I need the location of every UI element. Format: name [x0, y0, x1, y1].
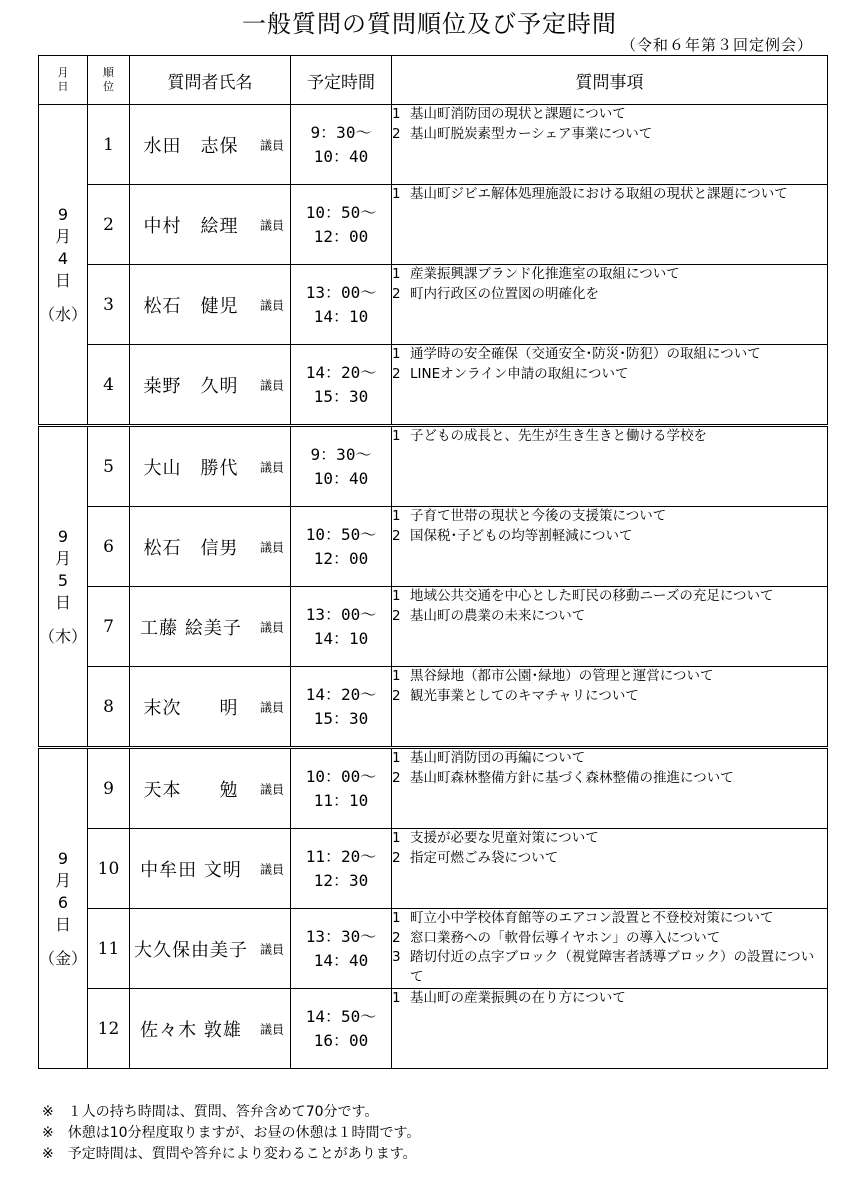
start-time: 10：50～	[305, 524, 377, 544]
question-text: 国保税･子どもの均等割軽減について	[410, 527, 633, 544]
rank-cell: 7	[88, 587, 130, 667]
name-suffix: 議員	[259, 782, 284, 796]
question-item	[392, 345, 827, 365]
question-number: 2	[392, 527, 401, 544]
question-number: 3	[392, 949, 401, 965]
questioner-name: 中牟田 文明	[140, 859, 242, 881]
start-time: 14：20～	[305, 362, 377, 382]
question-text: 地域公共交通を中心とした町民の移動ニーズの充足について	[410, 588, 774, 604]
questioner-name: 松石 健児	[143, 295, 239, 317]
end-time: 15：30	[313, 708, 369, 728]
question-number: 1	[392, 910, 401, 926]
question-item	[392, 365, 827, 385]
name-cell	[130, 345, 291, 426]
time-cell	[291, 587, 392, 667]
start-time: 10：00～	[305, 766, 377, 786]
name-suffix: 議員	[259, 378, 284, 392]
end-time: 11：10	[313, 790, 369, 810]
items-cell	[392, 587, 828, 667]
date-cell	[39, 105, 88, 426]
start-time: 14：20～	[305, 684, 377, 704]
question-item	[392, 185, 827, 205]
rank-cell: 11	[88, 909, 130, 989]
name-suffix: 議員	[259, 862, 284, 876]
question-item	[392, 929, 827, 949]
header-rank-label: 順 位	[103, 66, 114, 93]
question-text: 黒谷緑地（都市公園･緑地）の管理と運営について	[410, 668, 714, 684]
name-suffix: 議員	[259, 620, 284, 634]
date-label: 9 月 6 日	[54, 848, 71, 934]
end-time: 12：30	[313, 870, 369, 890]
name-suffix: 議員	[259, 218, 284, 232]
items-cell	[392, 185, 828, 265]
questioner-name: 大山 勝代	[143, 457, 239, 479]
table-row	[39, 989, 828, 1069]
document-title: 一般質問の質問順位及び予定時間	[242, 10, 617, 38]
items-cell	[392, 426, 828, 507]
question-number: 2	[392, 849, 401, 866]
note-item: ※ １人の持ち時間は、質問、答弁含めて70分です。	[42, 1104, 379, 1120]
name-suffix: 議員	[259, 1022, 284, 1036]
header-time: 予定時間	[291, 56, 392, 105]
questioner-name: 桒野 久明	[143, 375, 239, 397]
question-number: 1	[392, 266, 401, 282]
date-cell	[39, 426, 88, 748]
time-cell	[291, 829, 392, 909]
start-time: 10：50～	[305, 202, 377, 222]
rank-cell: 6	[88, 507, 130, 587]
question-number: 2	[392, 285, 401, 302]
end-time: 10：40	[313, 468, 369, 488]
start-time: 11：20～	[305, 846, 377, 866]
end-time: 12：00	[313, 226, 369, 246]
table-row	[39, 909, 828, 989]
table-row	[39, 507, 828, 587]
question-text: 町立小中学校体育館等のエアコン設置と不登校対策について	[410, 910, 774, 926]
items-cell	[392, 345, 828, 426]
question-text: 指定可燃ごみ袋について	[410, 849, 559, 866]
question-number: 1	[392, 186, 401, 202]
question-text: 町内行政区の位置図の明確化を	[410, 285, 599, 302]
question-text: 基山町の産業振興の在り方について	[410, 990, 626, 1006]
table-row	[39, 105, 828, 185]
name-suffix: 議員	[259, 298, 284, 312]
end-time: 14：10	[313, 628, 369, 648]
table-row	[39, 345, 828, 426]
start-time: 13：30～	[305, 926, 377, 946]
question-item	[392, 125, 827, 145]
question-text: 基山町消防団の再編について	[410, 750, 586, 766]
rank-cell: 1	[88, 105, 130, 185]
name-cell	[130, 909, 291, 989]
question-text: 通学時の安全確保（交通安全･防災･防犯）の取組について	[410, 346, 761, 362]
questioner-name: 大久保由美子	[134, 939, 248, 961]
question-item	[392, 527, 827, 547]
question-text: 基山町の農業の未来について	[410, 607, 586, 624]
question-item	[392, 829, 827, 849]
table-row	[39, 748, 828, 829]
header-items: 質問事項	[392, 56, 828, 105]
date-label: 9 月 5 日	[54, 526, 71, 612]
name-suffix: 議員	[259, 138, 284, 152]
rank-cell: 3	[88, 265, 130, 345]
question-text: LINEオンライン申請の取組について	[410, 365, 629, 382]
header-row	[39, 56, 828, 105]
question-number: 1	[392, 346, 401, 362]
table-row	[39, 426, 828, 507]
question-item	[392, 989, 827, 1009]
rank-cell: 9	[88, 748, 130, 829]
name-cell	[130, 185, 291, 265]
name-suffix: 議員	[259, 700, 284, 714]
weekday-label: （金）	[39, 948, 88, 968]
rank-cell: 2	[88, 185, 130, 265]
questioner-name: 佐々木 敦雄	[140, 1019, 242, 1041]
question-number: 1	[392, 990, 401, 1006]
time-cell	[291, 105, 392, 185]
question-number: 1	[392, 750, 401, 766]
question-item	[392, 849, 827, 869]
rank-cell: 4	[88, 345, 130, 426]
name-cell	[130, 748, 291, 829]
table-row	[39, 265, 828, 345]
question-number: 1	[392, 428, 401, 444]
time-cell	[291, 909, 392, 989]
time-cell	[291, 345, 392, 426]
name-suffix: 議員	[259, 460, 284, 474]
question-item	[392, 687, 827, 707]
questioner-name: 天本 勉	[143, 779, 239, 801]
rank-cell: 12	[88, 989, 130, 1069]
document-subtitle: （令和６年第３回定例会）	[620, 36, 813, 54]
items-cell	[392, 105, 828, 185]
time-cell	[291, 989, 392, 1069]
question-text: 基山町脱炭素型カーシェア事業について	[410, 125, 653, 142]
question-text: 基山町森林整備方針に基づく森林整備の推進について	[410, 769, 734, 786]
time-cell	[291, 507, 392, 587]
start-time: 14：50～	[305, 1006, 377, 1026]
questioner-name: 水田 志保	[143, 135, 239, 157]
question-item	[392, 587, 827, 607]
name-cell	[130, 265, 291, 345]
note-item: ※ 休憩は10分程度取りますが、お昼の休憩は１時間です。	[42, 1125, 421, 1141]
question-item	[392, 285, 827, 305]
question-number: 2	[392, 769, 401, 786]
items-cell	[392, 829, 828, 909]
start-time: 13：00～	[305, 282, 377, 302]
items-cell	[392, 909, 828, 989]
question-number: 2	[392, 607, 401, 624]
end-time: 16：00	[313, 1030, 369, 1050]
items-cell	[392, 667, 828, 748]
question-item	[392, 105, 827, 125]
question-text: 産業振興課ブランド化推進室の取組について	[410, 266, 680, 282]
questioner-name: 工藤 絵美子	[140, 617, 242, 639]
time-cell	[291, 426, 392, 507]
end-time: 14：10	[313, 306, 369, 326]
items-cell	[392, 748, 828, 829]
notes	[42, 1102, 420, 1165]
table-row	[39, 185, 828, 265]
question-number: 1	[392, 106, 401, 122]
name-suffix: 議員	[259, 540, 284, 554]
question-text: 観光事業としてのキマチャリについて	[410, 687, 639, 704]
name-suffix: 議員	[259, 942, 284, 956]
questioner-name: 末次 明	[143, 697, 239, 719]
question-item	[392, 909, 827, 929]
date-cell	[39, 748, 88, 1069]
time-cell	[291, 667, 392, 748]
question-item	[392, 948, 827, 987]
question-item	[392, 265, 827, 285]
rank-cell: 5	[88, 426, 130, 507]
name-cell	[130, 507, 291, 587]
question-number: 1	[392, 668, 401, 684]
table-row	[39, 829, 828, 909]
question-number: 2	[392, 125, 401, 142]
end-time: 15：30	[313, 386, 369, 406]
question-text: 子育て世帯の現状と今後の支援策について	[410, 508, 667, 524]
question-text: 窓口業務への「軟骨伝導イヤホン」の導入について	[410, 929, 721, 946]
time-cell	[291, 748, 392, 829]
name-cell	[130, 426, 291, 507]
question-number: 1	[392, 508, 401, 524]
question-item	[392, 607, 827, 627]
weekday-label: （水）	[39, 304, 88, 324]
items-cell	[392, 507, 828, 587]
question-item	[392, 507, 827, 527]
note-item: ※ 予定時間は、質問や答弁により変わることがあります。	[42, 1146, 417, 1162]
start-time: 9：30～	[310, 444, 372, 464]
question-text: 子どもの成長と、先生が生き生きと働ける学校を	[410, 428, 707, 444]
question-item	[392, 749, 827, 769]
question-number: 2	[392, 365, 401, 382]
schedule-body	[39, 105, 828, 1069]
date-label: 9 月 4 日	[54, 204, 71, 290]
schedule-table	[38, 55, 828, 1069]
question-number: 1	[392, 830, 401, 846]
name-cell	[130, 105, 291, 185]
name-cell	[130, 989, 291, 1069]
weekday-label: （木）	[39, 626, 88, 646]
header-date	[39, 56, 88, 105]
rank-cell: 10	[88, 829, 130, 909]
question-text: 基山町ジビエ解体処理施設における取組の現状と課題について	[410, 186, 788, 202]
question-number: 2	[392, 687, 401, 704]
name-cell	[130, 667, 291, 748]
question-text: 踏切付近の点字ブロック（視覚障害者誘導ブロック）の設置について	[410, 949, 815, 985]
header-date-label: 月 日	[57, 66, 69, 93]
question-number: 1	[392, 588, 401, 604]
header-name: 質問者氏名	[130, 56, 291, 105]
question-item	[392, 769, 827, 789]
end-time: 10：40	[313, 146, 369, 166]
name-cell	[130, 587, 291, 667]
questioner-name: 中村 絵理	[143, 215, 239, 237]
start-time: 9：30～	[310, 122, 372, 142]
name-cell	[130, 829, 291, 909]
question-text: 基山町消防団の現状と課題について	[410, 106, 626, 122]
question-item	[392, 667, 827, 687]
time-cell	[291, 185, 392, 265]
start-time: 13：00～	[305, 604, 377, 624]
items-cell	[392, 265, 828, 345]
question-number: 2	[392, 929, 401, 946]
questioner-name: 松石 信男	[143, 537, 239, 559]
end-time: 14：40	[313, 950, 369, 970]
rank-cell: 8	[88, 667, 130, 748]
end-time: 12：00	[313, 548, 369, 568]
header-rank	[88, 56, 130, 105]
time-cell	[291, 265, 392, 345]
question-item	[392, 427, 827, 447]
items-cell	[392, 989, 828, 1069]
table-row	[39, 667, 828, 748]
table-row	[39, 587, 828, 667]
question-text: 支援が必要な児童対策について	[410, 830, 599, 846]
